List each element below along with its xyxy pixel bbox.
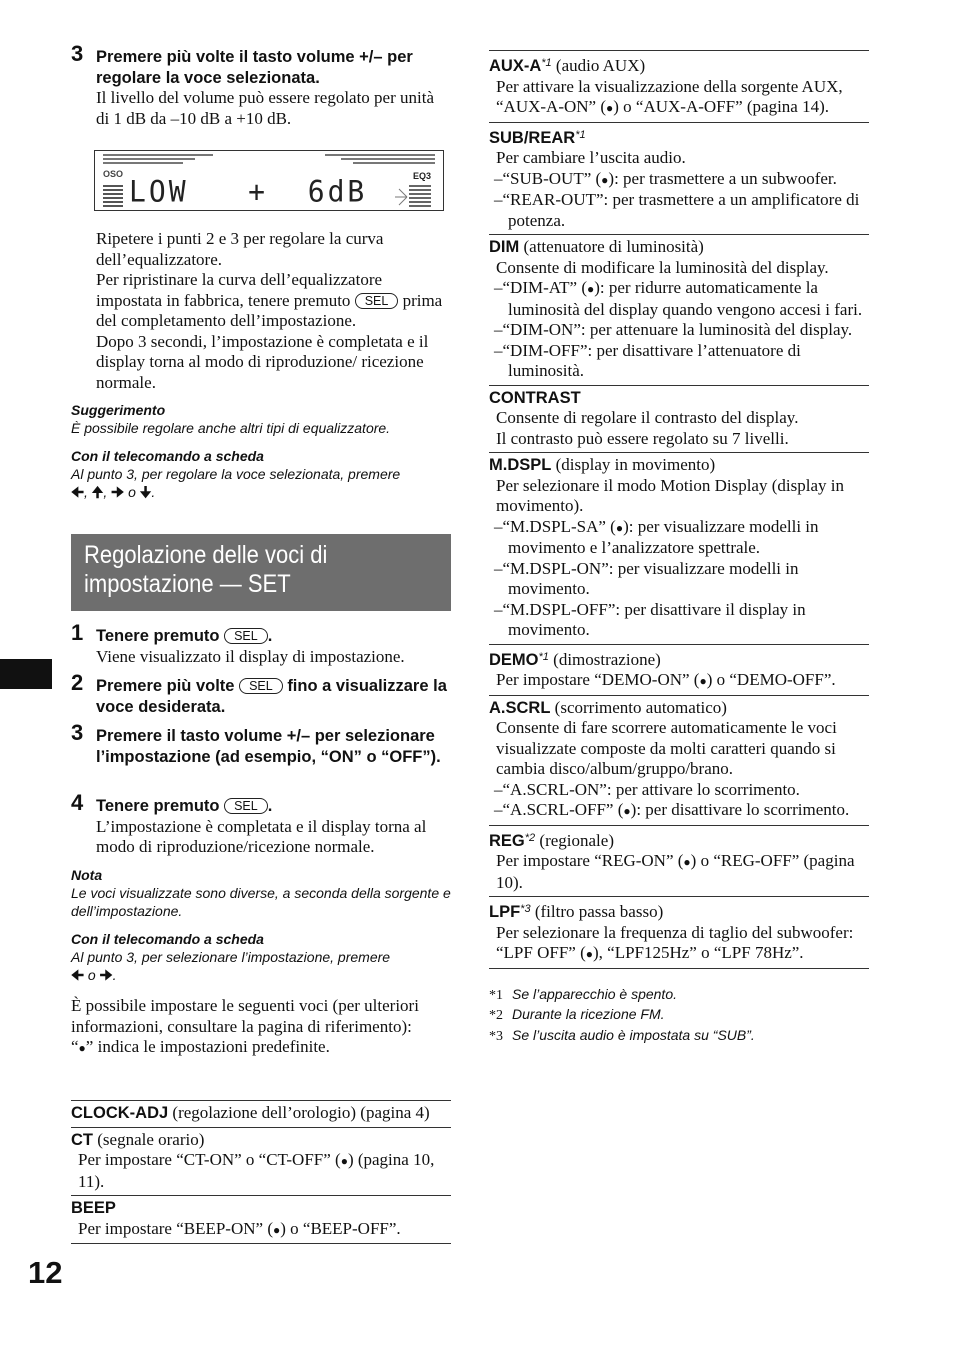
footnote-ref: *1 <box>541 57 552 69</box>
setting-body-text: Per impostare “CT-ON” o “CT-OFF” ( <box>78 1150 341 1169</box>
footnote-mark: *3 <box>489 1028 503 1044</box>
setting-ct <box>71 1127 451 1196</box>
step-heading <box>96 796 451 817</box>
eq-reset-text: Per ripristinare la curva dell’equalizzatore impostata in fabbrica, tenere premuto <box>96 270 383 310</box>
default-dot-icon: ● <box>78 1041 86 1055</box>
sel-key-icon: SEL <box>355 293 399 309</box>
setting-contrast <box>489 385 869 453</box>
setting-lpf <box>489 896 869 969</box>
setting-name: CONTRAST <box>489 388 581 407</box>
setting-reg <box>489 825 869 897</box>
default-dot-icon: ● <box>606 101 614 115</box>
tip-text: È possibile regolare anche altri tipi di equalizzatore. <box>71 420 391 436</box>
setting-m-dspl <box>489 452 869 644</box>
step-heading-text: Tenere premuto <box>96 627 220 645</box>
setting-option <box>489 800 869 822</box>
setting-option: –“M.DSPL-OFF”: per disattivare il display in movimento. <box>494 599 806 639</box>
step-heading-text: Premere più volte <box>96 677 235 695</box>
option-text: –“M.DSPL-SA” ( <box>494 516 616 536</box>
default-dot-icon: ● <box>340 1154 348 1168</box>
setting-clock-adj <box>71 1100 451 1127</box>
remote-note-text <box>71 948 451 984</box>
setting-body <box>489 670 869 692</box>
default-dot-icon: ● <box>587 282 595 296</box>
setting-option: –“REAR-OUT”: per trasmettere a un amplificatore di potenza. <box>494 190 860 230</box>
footnote-ref: *2 <box>524 831 536 844</box>
step-heading-end: . <box>267 627 273 645</box>
setting-body: Consente di modificare la luminosità del display. <box>496 257 829 277</box>
separator: , <box>84 484 88 500</box>
intro-text: È possibile impostare le seguenti voci (per ulteriori informazioni, consultare la pagina di riferimento): <box>71 996 419 1036</box>
step-body: L’impostazione è completata e il display torna al modo di riproduzione/ricezione normale. <box>96 816 427 856</box>
setting-body <box>489 77 869 119</box>
page-number: 12 <box>28 1255 63 1290</box>
set-step-2 <box>71 670 451 717</box>
setting-body-text: Per impostare “BEEP-ON” ( <box>78 1218 273 1238</box>
setting-option <box>489 169 869 191</box>
setting-desc: (attenuatore di luminosità) <box>523 237 704 256</box>
setting-option: –“A.SCRL-ON”: per attivare lo scorrimento. <box>494 779 800 799</box>
setting-option <box>489 278 869 320</box>
setting-body-text-end: ) o “REG-OFF” (pagina 10). <box>496 851 855 892</box>
setting-beep <box>71 1195 451 1244</box>
step-heading: Premere il tasto volume +/– per selezionare l’impostazione (ad esempio, “ON” o “OFF”). <box>96 727 441 766</box>
footnote-text: Durante la ricezione FM. <box>512 1006 665 1022</box>
default-dot-icon: ● <box>585 947 593 961</box>
footnote <box>489 985 869 1006</box>
setting-body: Consente di regolare il contrasto del display. <box>496 408 799 427</box>
setting-body-text: Per impostare “REG-ON” ( <box>496 851 684 870</box>
setting-body-text: Per selezionare la frequenza di taglio del subwoofer: “LPF OFF” ( <box>496 922 854 962</box>
left-settings-list <box>71 1100 451 1244</box>
setting-name: DEMO <box>489 650 539 669</box>
setting-aux-a <box>489 50 869 122</box>
step-body: Viene visualizzato il display di impostazione. <box>96 646 405 666</box>
quote-open: “ <box>71 1037 79 1056</box>
chapter-thumb-tab <box>0 659 52 689</box>
default-dot-icon: ● <box>699 674 707 688</box>
setting-desc: (regionale) <box>539 830 614 850</box>
footnote-ref: *1 <box>575 128 586 141</box>
separator: , <box>103 484 108 500</box>
step-heading-text: Tenere premuto <box>96 797 220 815</box>
option-text: –“A.SCRL-OFF” ( <box>494 800 624 819</box>
step-heading-end: fino a visualizzare la voce desiderata. <box>96 677 447 716</box>
setting-name: M.DSPL <box>489 456 552 474</box>
setting-desc: (filtro passa basso) <box>534 902 664 921</box>
or-word: o <box>87 967 96 983</box>
setting-name: BEEP <box>71 1199 116 1217</box>
right-arrow-icon: 🠊 <box>111 484 125 500</box>
default-dot-icon: ● <box>623 804 631 818</box>
step-heading <box>96 676 451 717</box>
remote-note-text <box>71 465 451 501</box>
setting-desc: (regolazione dell’orologio) (pagina 4) <box>172 1103 430 1122</box>
remote-note-body: Al punto 3, per regolare la voce selezionata, premere <box>71 466 401 482</box>
footnote <box>489 1026 869 1047</box>
nota-text: Le voci visualizzate sono diverse, a seconda della sorgente e dell’impostazione. <box>71 885 451 919</box>
option-text-end: ): per disattivare lo scorrimento. <box>630 800 850 819</box>
eq-instructions <box>96 229 451 393</box>
sel-key-icon: SEL <box>224 798 268 814</box>
up-arrow-icon: 🠉 <box>91 484 104 500</box>
setting-body: Consente di fare scorrere automaticamente le voci visualizzate composte da molti caratteri quando si cambia disco/album/gruppo/brano. <box>496 718 837 778</box>
setting-demo <box>489 644 869 695</box>
set-step-4 <box>71 790 451 858</box>
remote-note-1 <box>71 447 451 501</box>
remote-note-body: Al punto 3, per selezionare l’impostazione, premere <box>71 949 391 965</box>
setting-desc: (dimostrazione) <box>553 649 661 669</box>
tip-title: Suggerimento <box>71 402 166 418</box>
set-step-1 <box>71 620 451 667</box>
footnote-ref: *3 <box>520 903 531 915</box>
period: . <box>112 967 117 983</box>
left-arrow-icon: 🠈 <box>71 484 85 500</box>
setting-name: A.SCRL <box>489 698 551 717</box>
right-settings-list <box>489 50 869 1046</box>
setting-name: DIM <box>489 238 520 256</box>
step-number: 3 <box>71 720 84 745</box>
step-number: 1 <box>71 620 84 645</box>
step-number: 4 <box>71 790 84 815</box>
setting-body-text: Per attivare la visualizzazione della sorgente AUX, “AUX-A-ON” ( <box>496 76 843 116</box>
setting-a-scrl <box>489 695 869 825</box>
footnote-mark: *2 <box>489 1008 503 1023</box>
option-text-end: ): per ridurre automaticamente la luminosità del display quando vengono accesi i fari. <box>508 278 863 319</box>
option-text: –“SUB-OUT” ( <box>494 168 602 188</box>
lcd-label-left: OSO <box>103 169 124 179</box>
setting-dim <box>489 234 869 385</box>
option-text-end: ): per visualizzare modelli in movimento e l’analizzatore spettrale. <box>508 516 819 557</box>
default-legend <box>71 1037 451 1059</box>
sel-key-icon: SEL <box>239 678 283 694</box>
setting-option <box>489 517 869 559</box>
eq-step-3 <box>71 41 451 129</box>
setting-desc: (display in movimento) <box>555 455 716 474</box>
setting-name: LPF <box>489 903 521 921</box>
footnotes <box>489 985 869 1047</box>
step-heading-end: . <box>267 797 273 815</box>
setting-body: Per selezionare il modo Motion Display (display in movimento). <box>496 475 844 515</box>
lcd-display <box>94 150 444 211</box>
default-dot-icon: ● <box>272 1222 281 1237</box>
nota-title: Nota <box>71 867 103 883</box>
default-dot-icon: ● <box>601 172 609 187</box>
setting-desc: (audio AUX) <box>555 56 646 75</box>
step-body: Il livello del volume può essere regolato per unità di 1 dB da –10 dB a +10 dB. <box>96 88 435 128</box>
or-word: o <box>128 484 136 500</box>
setting-body <box>71 1219 451 1241</box>
sel-key-icon: SEL <box>224 628 268 644</box>
section-heading-box <box>71 534 451 611</box>
eq-para-timeout: Dopo 3 secondi, l’impostazione è completata e il display torna al modo di riproduzione/ ricezione normale. <box>96 331 429 392</box>
remote-note-2 <box>71 930 451 984</box>
setting-body-text-end: ) o “DEMO-OFF”. <box>706 670 836 689</box>
setting-name: REG <box>489 831 525 850</box>
setting-body-text-end: ), “LPF125Hz” o “LPF 78Hz”. <box>592 943 804 962</box>
footnote-ref: *1 <box>538 650 549 663</box>
remote-note-title: Con il telecomando a scheda <box>71 931 264 947</box>
period: . <box>151 484 156 500</box>
default-dot-icon: ● <box>615 520 624 535</box>
setting-option: –“DIM-OFF”: per disattivare l’attenuatore di luminosità. <box>494 340 801 380</box>
setting-body-text-end: ) (pagina 10, 11). <box>78 1150 435 1191</box>
set-step-3 <box>71 720 451 767</box>
default-dot-icon: ● <box>683 855 691 869</box>
footnote-text: Se l’apparecchio è spento. <box>512 985 677 1002</box>
footnote-mark: *1 <box>489 987 503 1003</box>
setting-option: –“DIM-ON”: per attenuare la luminosità del display. <box>494 320 853 339</box>
setting-body <box>71 1150 451 1192</box>
setting-body-text-end: ) o “BEEP-OFF”. <box>280 1218 401 1238</box>
setting-body <box>489 923 869 965</box>
legend-text: ” indica le impostazioni predefinite. <box>85 1037 330 1056</box>
step-heading <box>96 626 451 647</box>
remote-note-title: Con il telecomando a scheda <box>71 448 264 464</box>
step-heading: Premere più volte il tasto volume +/– per regolare la voce selezionata. <box>96 48 413 87</box>
nota-note <box>71 866 451 920</box>
option-text-end: ): per trasmettere a un subwoofer. <box>608 168 837 188</box>
settings-intro <box>71 996 451 1059</box>
option-text: –“DIM-AT” ( <box>494 278 587 297</box>
footnote <box>489 1005 869 1026</box>
section-title: Regolazione delle voci di impostazione — SET <box>84 541 328 598</box>
setting-name: AUX-A <box>489 57 542 75</box>
lcd-label-right: EQ3 <box>413 171 432 181</box>
tip-note <box>71 401 451 437</box>
setting-desc: (scorrimento automatico) <box>554 697 727 717</box>
setting-option: –“M.DSPL-ON”: per visualizzare modelli in movimento. <box>494 558 799 598</box>
setting-name: SUB/REAR <box>489 128 576 147</box>
eq-para-reset <box>96 270 451 332</box>
right-arrow-icon: 🠊 <box>99 967 113 983</box>
lcd-main-text: LOW + 6dB <box>129 174 368 209</box>
setting-body-text-end: ) o “AUX-A-OFF” (pagina 14). <box>613 97 830 116</box>
setting-name: CLOCK-ADJ <box>71 1104 169 1122</box>
eq-para-repeat: Ripetere i punti 2 e 3 per regolare la curva dell’equalizzatore. <box>96 229 384 269</box>
setting-desc: (segnale orario) <box>97 1129 205 1149</box>
setting-body-text: Per impostare “DEMO-ON” ( <box>496 670 700 689</box>
eq-reset-text-end: prima del completamento dell’impostazione. <box>96 290 443 330</box>
down-arrow-icon: 🠋 <box>139 484 152 500</box>
setting-body: Per cambiare l’uscita audio. <box>496 148 686 167</box>
step-number: 3 <box>71 41 84 66</box>
footnote-text: Se l’uscita audio è impostata su “SUB”. <box>512 1026 755 1043</box>
left-arrow-icon: 🠈 <box>71 967 85 983</box>
step-number: 2 <box>71 670 84 695</box>
setting-name: CT <box>71 1130 93 1149</box>
setting-body <box>489 851 869 893</box>
setting-sub-rear <box>489 122 869 235</box>
setting-body: Il contrasto può essere regolato su 7 livelli. <box>496 428 789 448</box>
